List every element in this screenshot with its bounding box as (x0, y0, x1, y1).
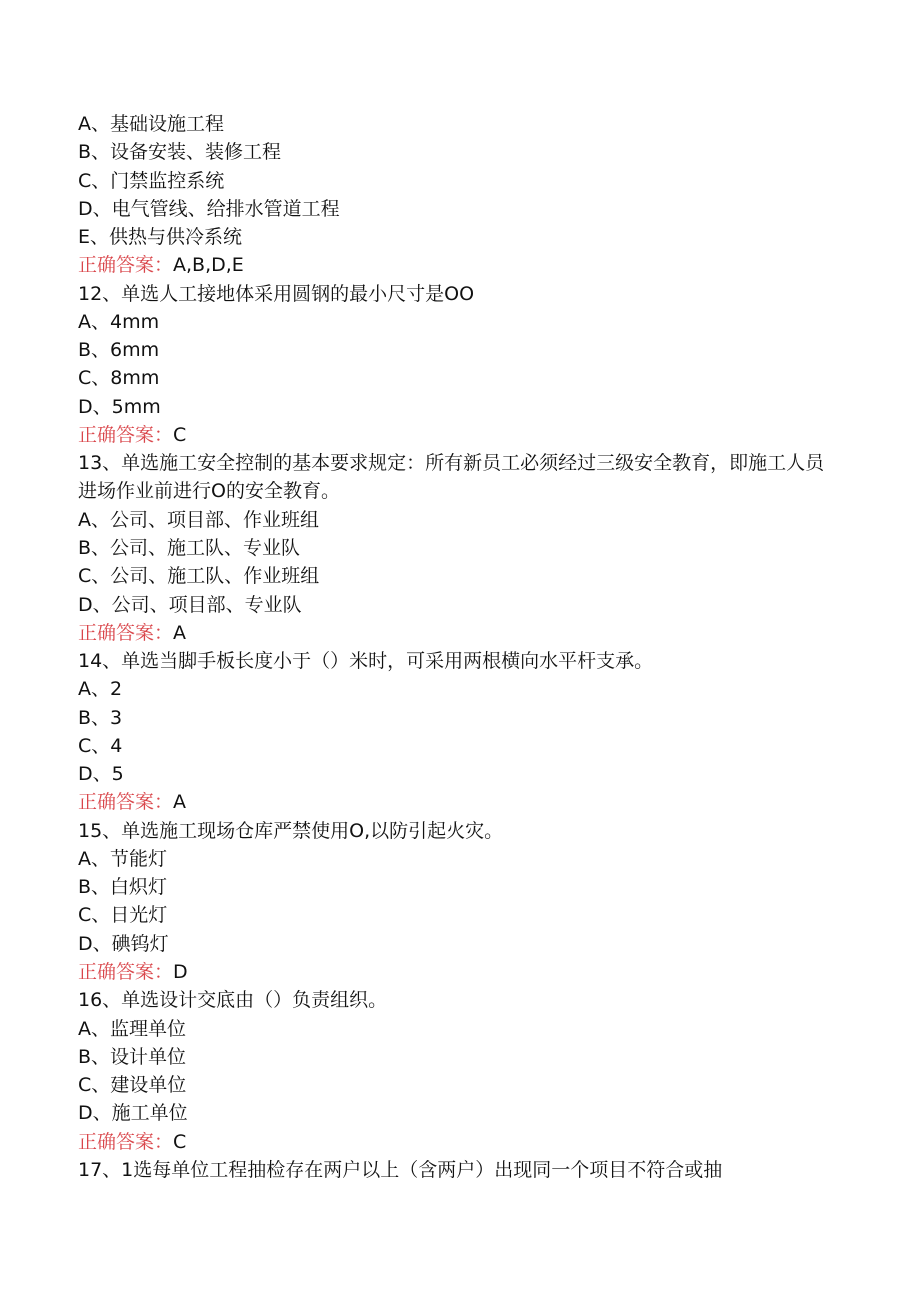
answer-line (78, 619, 838, 647)
answer-line (78, 788, 838, 816)
answer-value: A (173, 621, 187, 644)
question-stem: 17、1选每单位工程抽检存在两户以上（含两户）出现同一个项目不符合或抽 (78, 1158, 723, 1181)
option-item: B、公司、施工队、专业队 (78, 536, 301, 559)
option-item: D、5 (78, 763, 124, 786)
option-item: D、公司、项目部、专业队 (78, 593, 302, 616)
option-item: A、公司、项目部、作业班组 (78, 508, 319, 531)
option-item: C、4 (78, 734, 123, 757)
answer-value: A (173, 791, 187, 814)
option-item: C、日光灯 (78, 904, 168, 927)
answer-value: D (173, 960, 188, 983)
option-item: A、节能灯 (78, 847, 167, 870)
option-item: A、基础设施工程 (78, 113, 224, 135)
option-item: B、设备安装、装修工程 (78, 141, 282, 164)
answer-value: C (173, 1130, 187, 1153)
answer-label: 正确答案： (78, 254, 174, 277)
answer-label: 正确答案： (78, 423, 174, 446)
answer-value: C (173, 423, 187, 446)
answer-line (78, 958, 838, 986)
option-item: C、建设单位 (78, 1074, 187, 1097)
answer-label: 正确答案： (78, 621, 174, 644)
option-item: D、5mm (78, 395, 161, 418)
answer-value: A,B,D,E (173, 254, 244, 277)
option-item: C、公司、施工队、作业班组 (78, 565, 320, 588)
answer-line (78, 421, 838, 449)
option-item: E、供热与供冷系统 (78, 226, 243, 249)
option-item: C、门禁监控系统 (78, 169, 225, 192)
question-stem: 14、单选当脚手板长度小于（）米时，可采用两根横向水平杆支承。 (78, 650, 654, 673)
option-item: A、2 (78, 678, 123, 701)
answer-label: 正确答案： (78, 1130, 174, 1153)
option-item: B、设计单位 (78, 1045, 187, 1068)
option-item: B、6mm (78, 339, 160, 362)
option-item: C、8mm (78, 367, 160, 390)
option-item: A、4mm (78, 310, 160, 333)
option-item: D、施工单位 (78, 1102, 188, 1125)
answer-label: 正确答案： (78, 791, 174, 814)
question-stem: 12、单选人工接地体采用圆钢的最小尺寸是OO (78, 282, 475, 305)
question-stem: 13、单选施工安全控制的基本要求规定：所有新员工必须经过三级安全教育，即施工人员进场作业前进行O的安全教育。 (78, 452, 825, 503)
option-item: A、监理单位 (78, 1017, 186, 1040)
answer-line (78, 1128, 838, 1156)
option-item: B、3 (78, 706, 123, 729)
question-stem: 15、单选施工现场仓库严禁使用O,以防引起火灾。 (78, 819, 504, 842)
option-item: D、碘钨灯 (78, 932, 169, 955)
question-stem: 16、单选设计交底由（）负责组织。 (78, 989, 388, 1012)
answer-label: 正确答案： (78, 960, 174, 983)
option-item: D、电气管线、给排水管道工程 (78, 197, 340, 220)
option-item: B、白炽灯 (78, 876, 168, 899)
answer-line (78, 251, 838, 279)
document-body (78, 110, 838, 1184)
